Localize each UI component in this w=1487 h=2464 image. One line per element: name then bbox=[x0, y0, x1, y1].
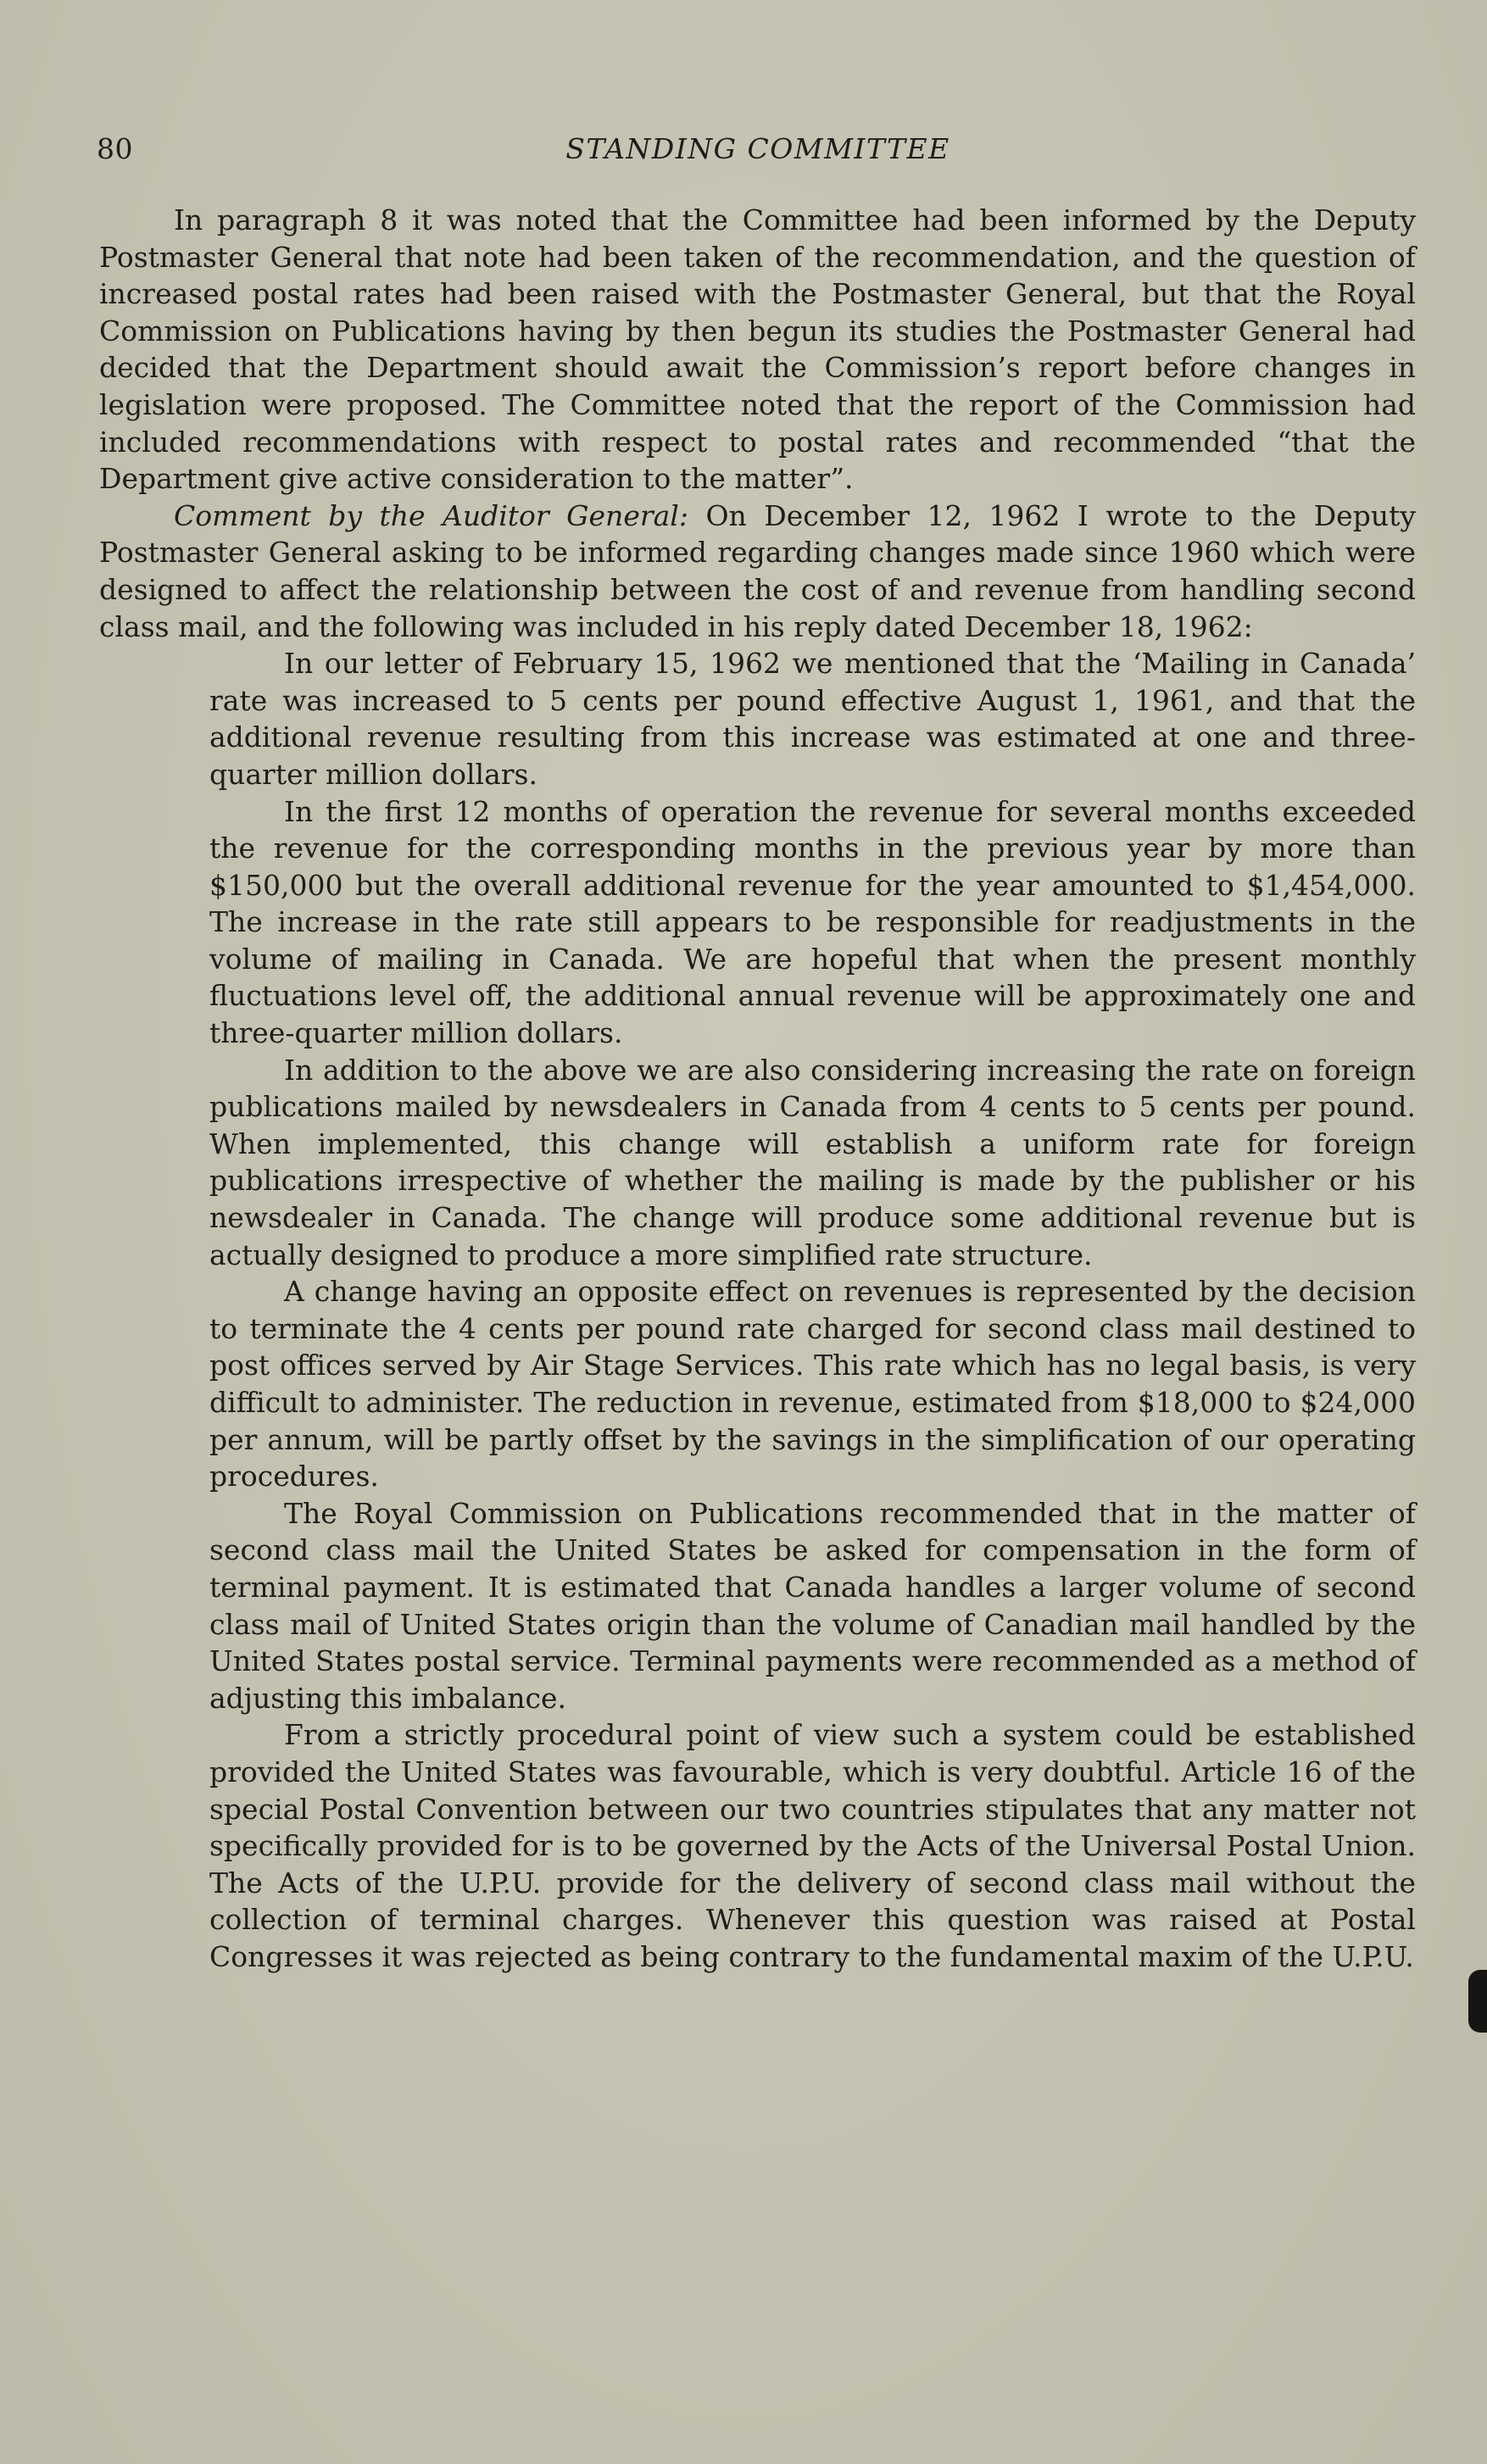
body-text bbox=[99, 202, 1416, 1976]
paragraph-lead: Comment by the Auditor General: bbox=[174, 498, 688, 532]
quoted-paragraph-air-stage: A change having an opposite effect on revenues is represented by the decision to terminate the 4 cents per pound rate charged for second class mail destined to post offices served by Air Stage Services. This rate which has no legal basis, is very difficult to administer. The reduction in revenue, estimated from $18,000 to $24,000 per annum, will be partly offset by the savings in the simplification of our operating procedures. bbox=[209, 1275, 1416, 1493]
page-edge-mark bbox=[1468, 1970, 1487, 2033]
quoted-paragraph-foreign-publications: In addition to the above we are also considering increasing the rate on foreign publications mailed by newsdealers in Canada from 4 cents to 5 cents per pound. When implemented, this change will establish a uniform rate for foreign publications irrespective of whether the mailing is made by the publisher or his newsdealer in Canada. The change will produce some additional revenue but is actually designed to produce a more simplified rate structure. bbox=[209, 1053, 1416, 1271]
quoted-paragraph-procedural: From a strictly procedural point of view such a system could be established provided the United States was favourable, which is very doubtful. Article 16 of the special Postal Convention between our two countries stipulates that any matter not specifically provided for is to be governed by the Acts of the Universal Postal Union. The Acts of the U.P.U. provide for the delivery of second class mail without the collection of terminal charges. Whenever this question was raised at Postal Congresses it was rejected as being contrary to the fundamental maxim of the U.P.U. bbox=[209, 1718, 1416, 1973]
paragraph-auditor-comment bbox=[99, 498, 1416, 645]
paragraph-committee-note bbox=[99, 202, 1416, 498]
quoted-paragraph-royal-commission: The Royal Commission on Publications recommended that in the matter of second class mail the United States be asked for compensation in the form of terminal payment. It is estimated that Canada handles a larger volume of second class mail of United States origin than the volume of Canadian mail handled by the United States postal service. Terminal payments were recommended as a method of adjusting this imbalance. bbox=[209, 1496, 1416, 1715]
quoted-paragraph-revenue: In the first 12 months of operation the revenue for several months exceeded the revenue for the corresponding months in the previous year by more than $150,000 but the overall additional revenue for the year amounted to $1,454,000. The increase in the rate still appears to be responsible for readjustments in the volume of mailing in Canada. We are hopeful that when the present monthly fluctuations level off, the additional annual revenue will be approximately one and three-quarter million dollars. bbox=[209, 794, 1416, 1050]
paragraph-text: In paragraph 8 it was noted that the Committee had been informed by the Deputy Postmaster General that note had been taken of the recommendation, and the question of increased postal rates had been raised with the Postmaster General, but that the Royal Commission on Publications having by then begun its studies the Postmaster General had decided that the Department should await the Commission’s report before changes in legislation were proposed. The Committee noted that the report of the Commission had included recommendations with respect to postal rates and recommended “that the Department give active consideration to the matter”. bbox=[99, 203, 1416, 496]
paragraph-text: On December 12, 1962 I wrote to the Deputy Postmaster General asking to be informed regarding changes made since 1960 which were designed to affect the relationship between the cost of and revenue from handling second class mail, and the following was included in his reply dated December 18, 1962: bbox=[99, 498, 1416, 643]
running-title: STANDING COMMITTEE bbox=[565, 132, 950, 165]
quoted-paragraph-mailing-rate: In our letter of February 15, 1962 we mentioned that the ‘Mailing in Canada’ rate was increased to 5 cents per pound effective August 1, 1961, and that the additional revenue resulting from this increase was estimated at one and three-quarter million dollars. bbox=[209, 647, 1416, 791]
running-head bbox=[97, 132, 1419, 173]
page-number: 80 bbox=[97, 132, 133, 165]
